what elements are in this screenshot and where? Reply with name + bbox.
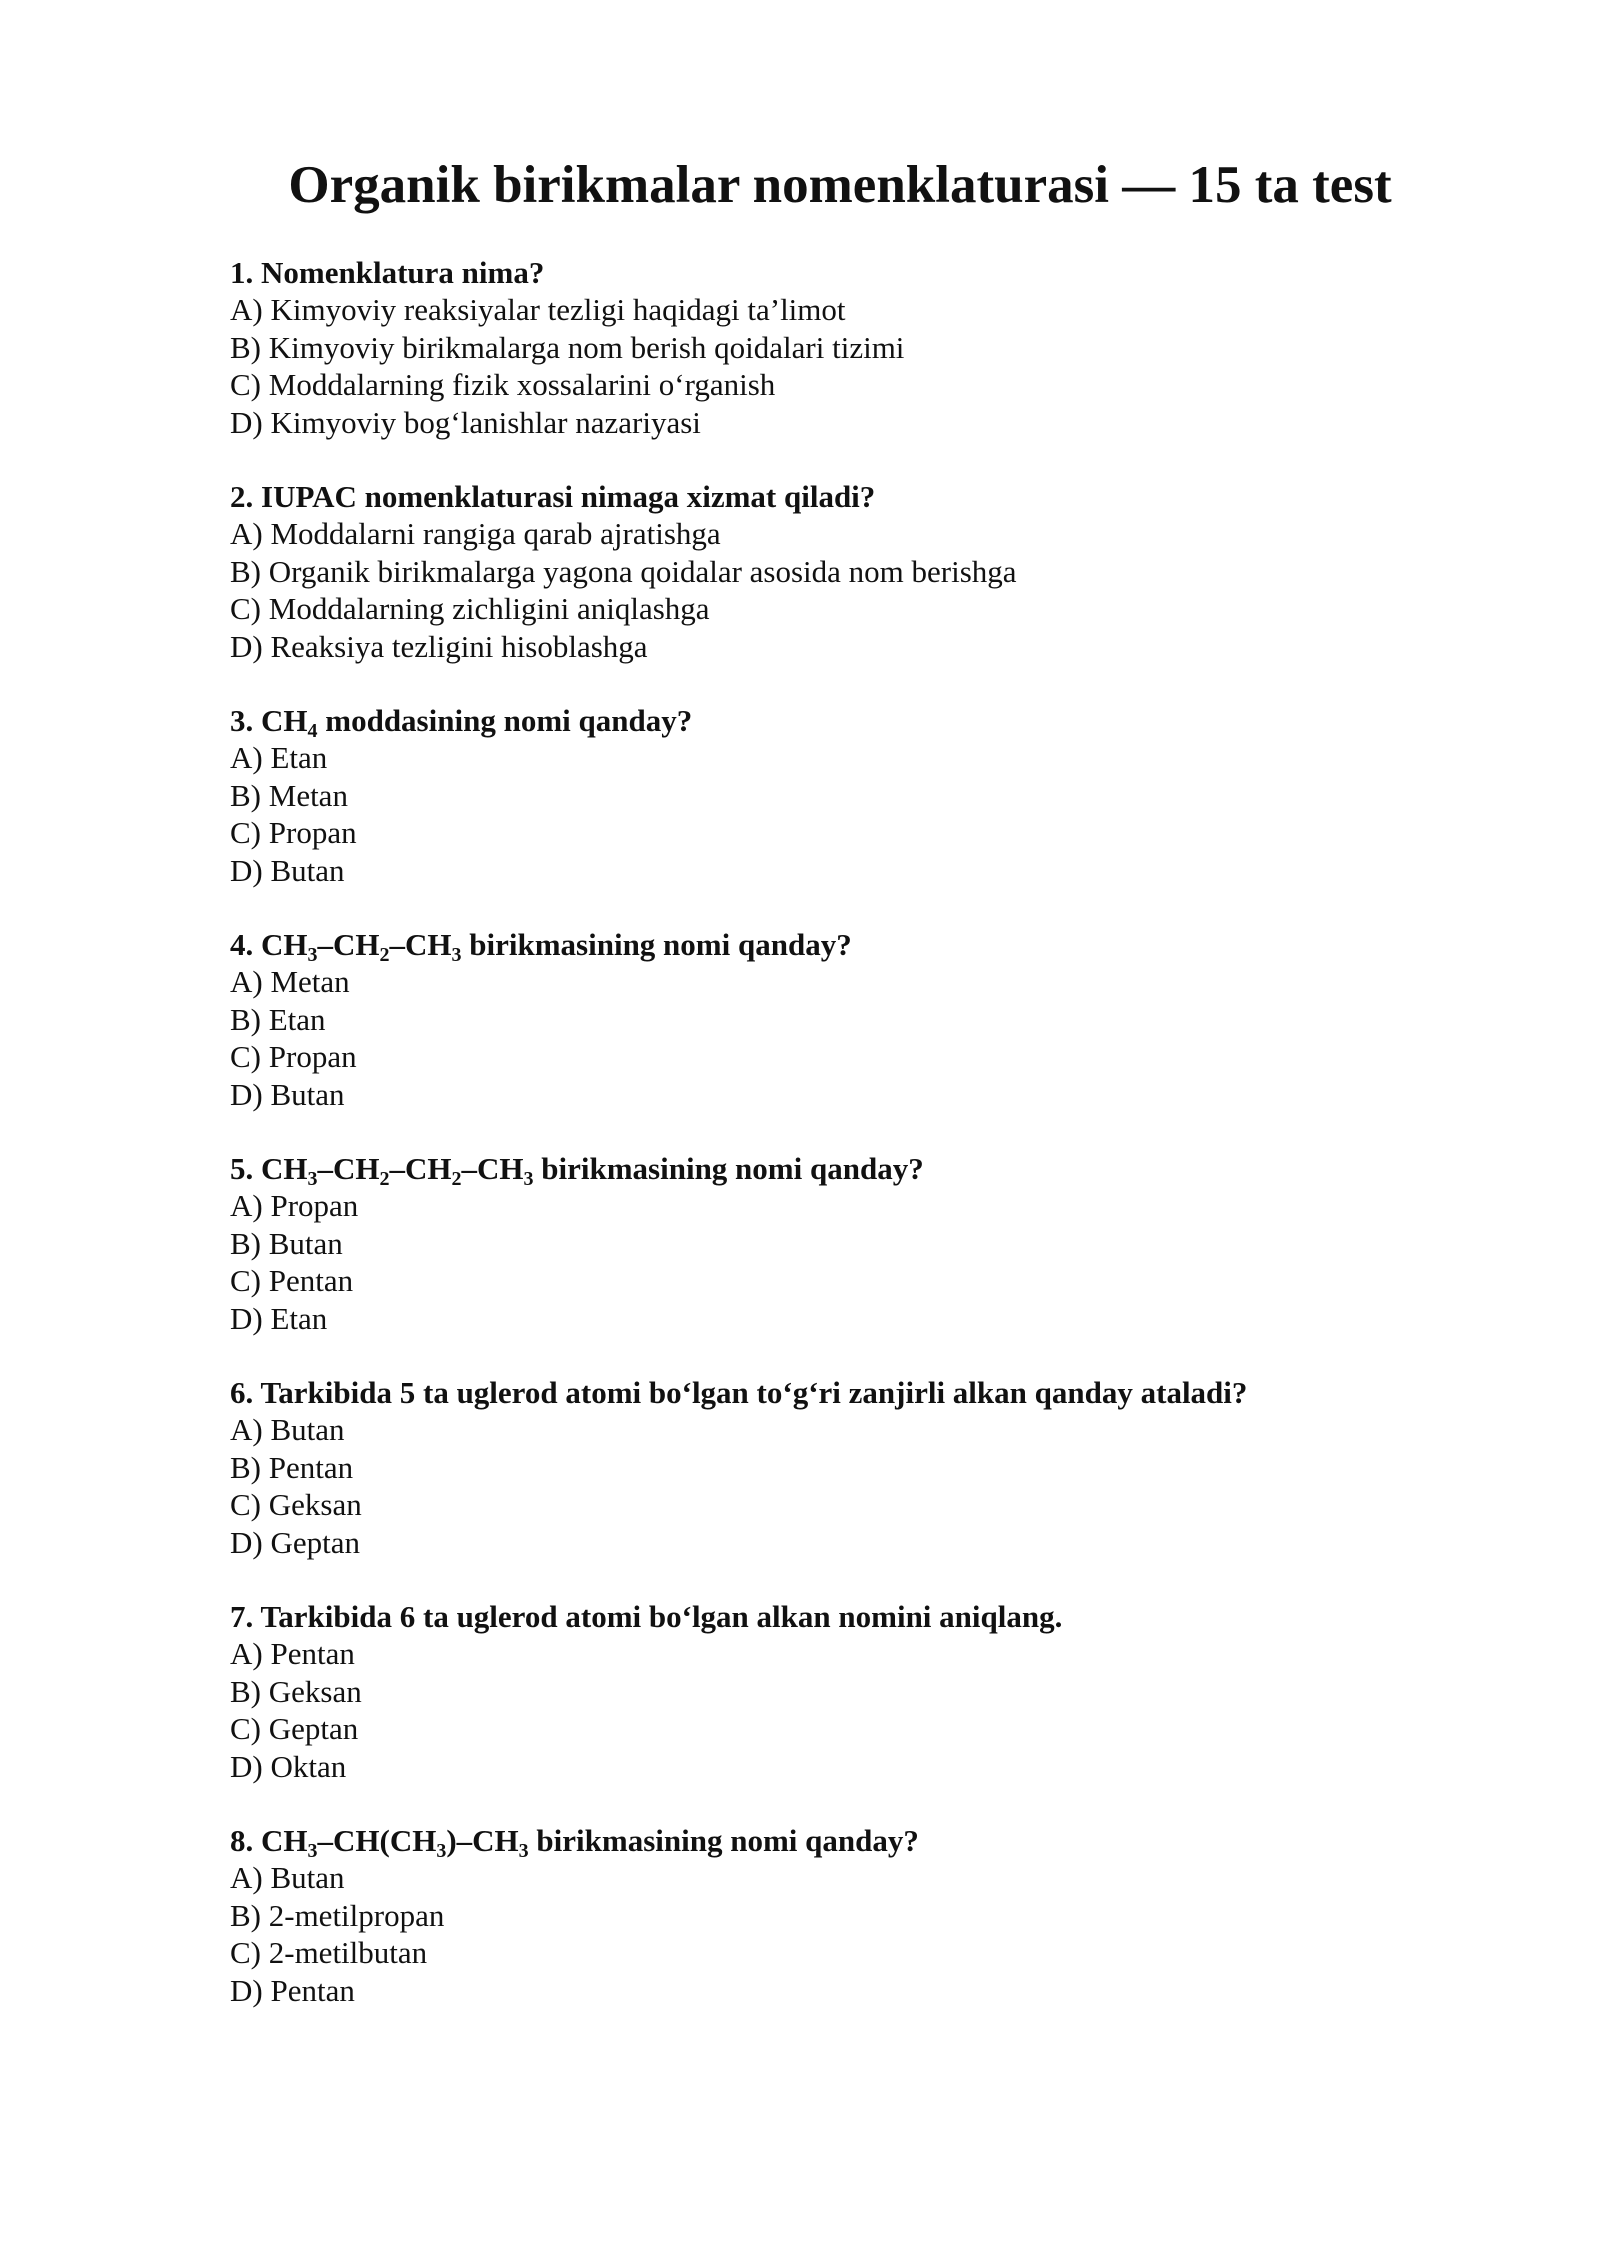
formula-subscript: 3 [451,944,462,966]
question-list [230,254,1530,2046]
answer-option: C) Moddalarning zichligini aniqlashga [230,591,710,626]
question-block [230,1822,1530,2046]
answer-option: D) Reaksiya tezligini hisoblashga [230,628,648,664]
answer-option: D) Kimyoviy bog‘lanishlar nazariyasi [230,404,701,440]
formula-subscript: 3 [307,944,318,966]
question-stem: IUPAC nomenklaturasi nimaga xizmat qiladi? [261,479,876,514]
answer-option: C) Geptan [230,1711,359,1746]
formula-text: –CH(CH [317,1823,437,1858]
answer-option: A) Etan [230,740,328,775]
question-stem: Nomenklatura nima? [261,255,545,290]
formula-text: CH [261,1823,308,1858]
formula-text: –CH [389,1151,452,1186]
formula-text: –CH [317,1151,380,1186]
question-stem: birikmasining nomi qanday? [461,927,852,962]
answer-option: B) Etan [230,1001,326,1037]
answer-option: D) Pentan [230,1972,355,2008]
answer-option: A) Propan [230,1188,359,1223]
formula-subscript: 2 [379,944,390,966]
formula-subscript: 2 [379,1168,390,1190]
answer-option: C) Geksan [230,1487,362,1522]
question-number: 6. [230,1375,254,1410]
answer-option: B) Kimyoviy birikmalarga nom berish qoidalari tizimi [230,329,905,365]
answer-option: A) Kimyoviy reaksiyalar tezligi haqidagi ta’limot [230,292,846,327]
question-number: 1. [230,255,254,290]
answer-option: C) Propan [230,815,357,850]
question-text [230,926,1530,966]
answer-option: A) Metan [230,964,350,999]
question-text [230,1150,1530,1190]
question-text [230,478,1530,515]
answer-option: A) Pentan [230,1636,355,1671]
question-block [230,1374,1530,1598]
question-stem: birikmasining nomi qanday? [533,1151,924,1186]
chemical-formula [261,1151,534,1190]
answer-option: A) Butan [230,1860,345,1895]
question-stem: moddasining nomi qanday? [317,703,693,738]
answer-option: B) Pentan [230,1449,354,1485]
question-number: 5. [230,1151,254,1186]
answer-option: A) Butan [230,1412,345,1447]
formula-text: CH [261,927,308,962]
formula-subscript: 4 [307,720,318,742]
answer-option: D) Geptan [230,1524,360,1560]
question-number: 7. [230,1599,254,1634]
question-block [230,254,1530,478]
answer-option: B) Butan [230,1225,343,1261]
formula-text: CH [261,1151,308,1186]
question-stem: birikmasining nomi qanday? [528,1823,919,1858]
answer-option: B) 2-metilpropan [230,1897,445,1933]
question-text [230,1822,1530,1862]
answer-option: D) Etan [230,1300,328,1336]
answer-option: B) Geksan [230,1673,362,1709]
answer-option: C) 2-metilbutan [230,1935,428,1970]
question-number: 2. [230,479,254,514]
formula-text: )–CH [446,1823,519,1858]
question-block [230,1150,1530,1374]
answer-option: D) Butan [230,852,345,888]
answer-option: C) Moddalarning fizik xossalarini o‘rganish [230,367,776,402]
formula-subscript: 3 [307,1168,318,1190]
answer-option: D) Butan [230,1076,345,1112]
question-block [230,702,1530,926]
formula-text: –CH [389,927,452,962]
formula-subscript: 3 [436,1840,447,1862]
question-block [230,926,1530,1150]
question-block [230,478,1530,702]
answer-option: C) Pentan [230,1263,354,1298]
formula-text: –CH [461,1151,524,1186]
question-number: 4. [230,927,254,962]
formula-subscript: 3 [523,1168,534,1190]
question-text [230,254,1530,291]
answer-option: B) Metan [230,777,348,813]
question-stem: Tarkibida 5 ta uglerod atomi bo‘lgan to‘g‘ri zanjirli alkan qanday ataladi? [260,1375,1248,1410]
formula-subscript: 3 [307,1840,318,1862]
chemical-formula [261,927,462,966]
answer-option: C) Propan [230,1039,357,1074]
formula-subscript: 2 [451,1168,462,1190]
question-block [230,1598,1530,1822]
formula-text: –CH [317,927,380,962]
page-title: Organik birikmalar nomenklaturasi — 15 ta test [288,156,1392,214]
question-text [230,1374,1530,1411]
answer-option: D) Oktan [230,1748,347,1784]
chemical-formula [261,703,318,742]
question-text [230,1598,1530,1635]
formula-text: CH [261,703,308,738]
question-stem: Tarkibida 6 ta uglerod atomi bo‘lgan alkan nomini aniqlang. [260,1599,1063,1634]
answer-option: B) Organik birikmalarga yagona qoidalar asosida nom berishga [230,553,1017,589]
question-text [230,702,1530,742]
formula-subscript: 3 [518,1840,529,1862]
question-number: 8. [230,1823,254,1858]
answer-option: A) Moddalarni rangiga qarab ajratishga [230,516,721,551]
question-number: 3. [230,703,254,738]
chemical-formula [261,1823,529,1862]
